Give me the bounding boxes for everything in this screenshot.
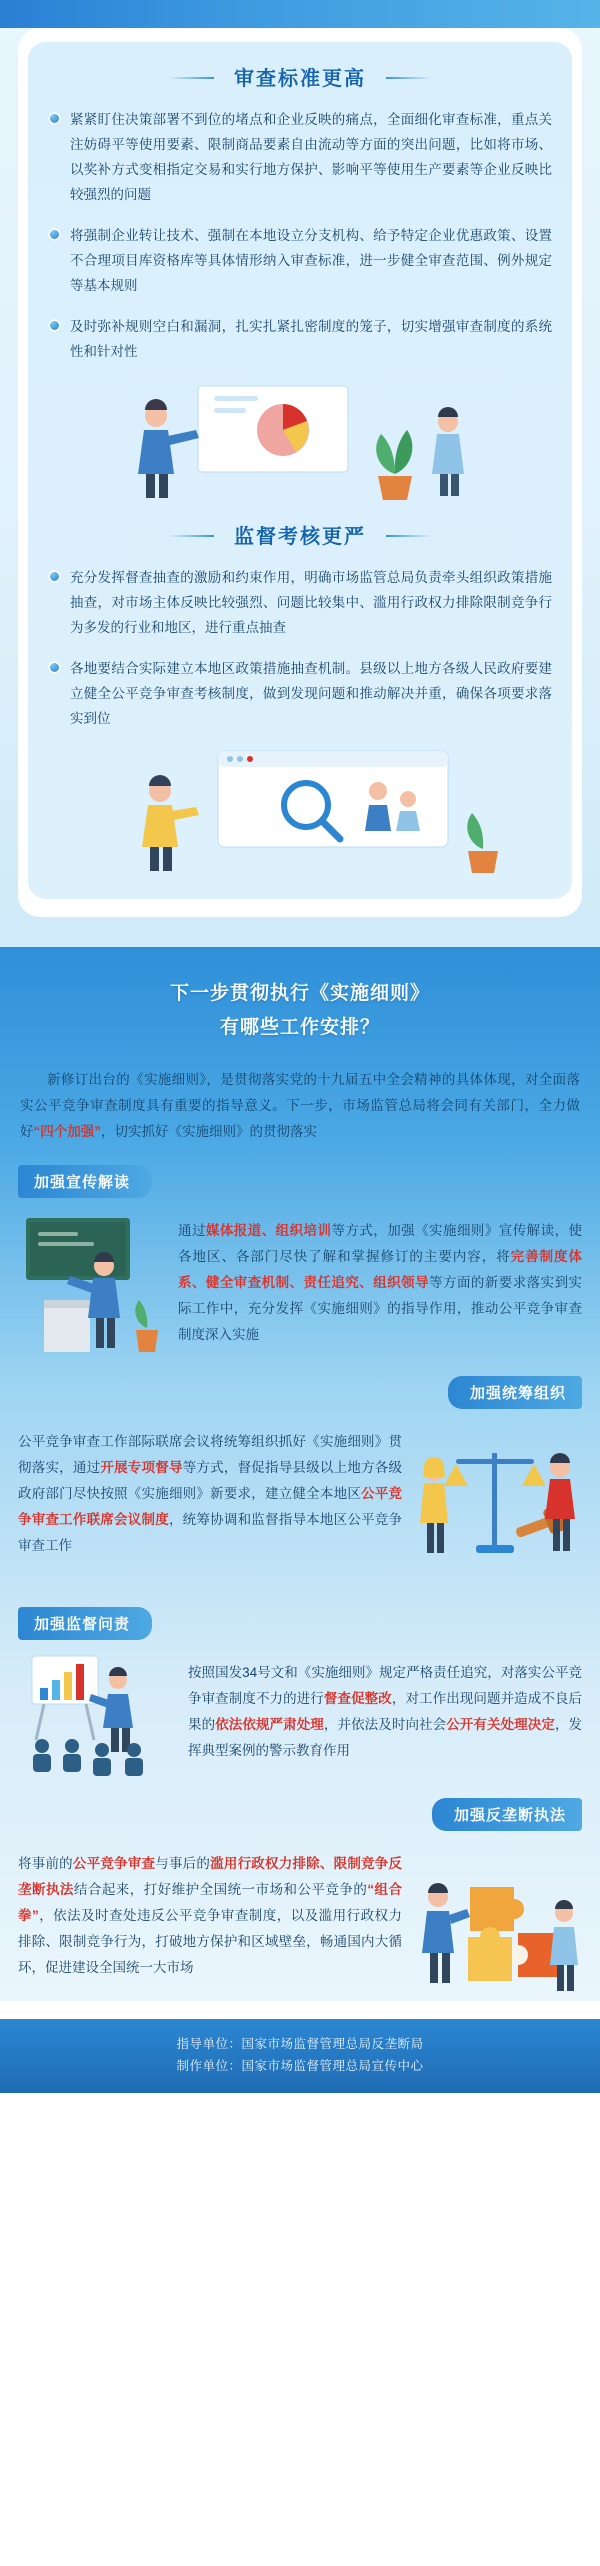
block-publicity — [18, 1165, 582, 1358]
run-highlight: 公平竞争审查工作联席会议制度 — [18, 1486, 403, 1527]
illustration-puzzle-pieces — [412, 1841, 582, 2001]
run-highlight: 依法依规严肃处理 — [215, 1717, 324, 1732]
intro-part-1: 新修订出台的《实施细则》，是贯彻落实党的十九届五中全会精神的具体体现，对全面落实公平竞争审查制度具有重要的指导意义。下一步，市场监管总局将会同有关部门，全力做好 — [20, 1072, 580, 1139]
bullet-text: 充分发挥督查抽查的激励和约束作用，明确市场监管总局负责牵头组织政策措施抽查，对市场主体反映比较强烈、问题比较集中、滥用行政权力排除限制竞争行为多发的行业和地区，进行重点抽查 — [70, 570, 552, 635]
block-2-body — [18, 1419, 582, 1589]
run: ，依法及时查处违反公平竞争审查制度，以及滥用行政权力排除、限制竞争行为，打破地方保护和区域壁垒，畅通国内大循环，促进建设全国统一大市场 — [18, 1908, 403, 1975]
bullet-text: 将强制企业转让技术、强制在本地设立分支机构、给予特定企业优惠政策、设置不合理项目库资格库等具体情形纳入审查标准，进一步健全审查范围、例外规定等基本规则 — [70, 228, 552, 293]
bullet-dot-icon — [48, 228, 61, 241]
illustration-scales-justice — [412, 1419, 582, 1589]
tag-row-1 — [18, 1165, 582, 1198]
tag-row-4 — [18, 1798, 582, 1831]
footer — [0, 2019, 600, 2093]
block-3-body — [18, 1650, 582, 1780]
section-heading-2-text: 监督考核更严 — [208, 516, 392, 553]
page-title — [0, 973, 600, 1061]
run: ，并依法及时向社会 — [323, 1717, 447, 1732]
block-4-paragraph — [18, 1851, 402, 1981]
run: 通过 — [178, 1223, 206, 1238]
puzzle-pieces-svg — [412, 1841, 582, 2001]
block-2-paragraph — [18, 1429, 402, 1559]
run: ，发挥典型案例的警示教育作用 — [188, 1717, 583, 1758]
list-item — [48, 656, 552, 731]
top-gradient-strip — [0, 0, 600, 28]
top-inner-card — [28, 42, 572, 899]
footer-line-1: 指导单位：国家市场监督管理总局反垄断局 — [176, 2037, 424, 2051]
bullet-list-2 — [28, 565, 572, 731]
run: ，统筹协调和监督指导本地区公平竞争审查工作 — [18, 1512, 403, 1553]
block-3-text-col — [188, 1650, 582, 1764]
bullet-dot-icon — [48, 319, 61, 332]
section-heading-1 — [28, 48, 572, 107]
run: 按照国发34号文和《实施细则》规定严格责任追究，对落实公平竞争审查制度不力的进行 — [188, 1665, 582, 1706]
run-highlight: 滥用行政权力排除、限制竞争反垄断执法 — [18, 1856, 403, 1897]
run: ，对工作出现问题并造成不良后果的 — [188, 1691, 583, 1732]
section-heading-1-text: 审查标准更高 — [208, 58, 392, 95]
block-tag-4: 加强反垄断执法 — [432, 1798, 582, 1831]
run: 与事后的 — [155, 1856, 211, 1871]
block-1-text-col — [178, 1208, 582, 1348]
list-item — [48, 565, 552, 640]
run: 等方式，加强《实施细则》宣传解读，使各地区、各部门尽快了解和掌握修订的主要内容，将 — [178, 1223, 583, 1264]
list-item — [48, 107, 552, 207]
page-title-line2: 有哪些工作安排？ — [219, 1017, 380, 1038]
run-highlight: 公开有关处理决定 — [446, 1717, 555, 1732]
run: 等方式，督促指导县级以上地方各级政府部门尽快按照《实施细则》新要求，建立健全本地区 — [18, 1460, 403, 1501]
block-tag-1: 加强宣传解读 — [18, 1165, 152, 1198]
block-2-text-col — [18, 1419, 402, 1559]
run-highlight: “组合拳” — [18, 1882, 403, 1923]
block-1-paragraph — [178, 1218, 582, 1348]
illustration-presenter-chart — [48, 380, 552, 500]
tag-row-2 — [18, 1376, 582, 1409]
bullet-list-1 — [28, 107, 572, 364]
section-heading-2 — [28, 506, 572, 565]
block-antitrust — [18, 1798, 582, 2001]
intro-paragraph — [20, 1067, 580, 1145]
block-4-body — [18, 1841, 582, 2001]
intro-highlight: “四个加强” — [33, 1124, 101, 1139]
search-window-svg — [48, 747, 568, 877]
bullet-dot-icon — [48, 570, 61, 583]
run-highlight: 督查促整改 — [323, 1691, 392, 1706]
scales-justice-svg — [412, 1419, 582, 1589]
block-4-text-col — [18, 1841, 402, 1981]
presentation-audience-svg — [18, 1650, 178, 1780]
illustration-presentation-audience — [18, 1650, 178, 1780]
block-3-paragraph — [188, 1660, 582, 1764]
intro-part-3: ，切实抓好《实施细则》的贯彻落实 — [101, 1124, 317, 1139]
footer-line-2: 制作单位：国家市场监督管理总局宣传中心 — [176, 2059, 424, 2073]
run: 将事前的 — [18, 1856, 73, 1871]
block-1-body — [18, 1208, 582, 1358]
middle-section — [0, 947, 600, 2001]
block-tag-3: 加强监督问责 — [18, 1607, 152, 1640]
block-tag-2: 加强统筹组织 — [448, 1376, 582, 1409]
run-highlight: 完善制度体系、健全审查机制、责任追究、组织领导 — [178, 1249, 583, 1290]
top-white-card — [18, 28, 582, 917]
block-supervision — [18, 1607, 582, 1780]
bullet-dot-icon — [48, 112, 61, 125]
run-highlight: 开展专项督导 — [100, 1460, 183, 1475]
bullet-text: 各地要结合实际建立本地区政策措施抽查机制。县级以上地方各级人民政府要建立健全公平竞争审查考核制度，做到发现问题和推动解决并重，确保各项要求落实到位 — [70, 661, 552, 726]
top-section — [0, 0, 600, 947]
list-item — [48, 314, 552, 364]
run-highlight: 媒体报道、组织培训 — [205, 1223, 332, 1238]
run: 公平竞争审查工作部际联席会议将统筹组织抓好《实施细则》贯彻落实，通过 — [18, 1434, 402, 1475]
blackboard-teacher-svg — [18, 1208, 168, 1358]
tag-row-3 — [18, 1607, 582, 1640]
illustration-blackboard-teacher — [18, 1208, 168, 1358]
illustration-search-window — [48, 747, 552, 877]
bullet-text: 及时弥补规则空白和漏洞，扎实扎紧扎密制度的笼子，切实增强审查制度的系统性和针对性 — [70, 319, 552, 359]
block-coordination — [18, 1376, 582, 1589]
run: 结合起来，打好维护全国统一市场和公平竞争的 — [73, 1882, 368, 1897]
bullet-dot-icon — [48, 661, 61, 674]
page-title-line1: 下一步贯彻执行《实施细则》 — [169, 983, 430, 1004]
run: 等方面的新要求落实到实际工作中，充分发挥《实施细则》的指导作用，推动公平竞争审查制度深入实施 — [178, 1275, 583, 1342]
bullet-text: 紧紧盯住决策部署不到位的堵点和企业反映的痛点，全面细化审查标准，重点关注妨碍平等使用要素、限制商品要素自由流动等方面的突出问题，比如将市场、以奖补方式变相指定交易和实行地方保护、影响平等使用生产要素等企业反映比较强烈的问题 — [70, 112, 552, 202]
presenter-chart-svg — [48, 380, 568, 500]
list-item — [48, 223, 552, 298]
run-highlight: 公平竞争审查 — [72, 1856, 156, 1871]
